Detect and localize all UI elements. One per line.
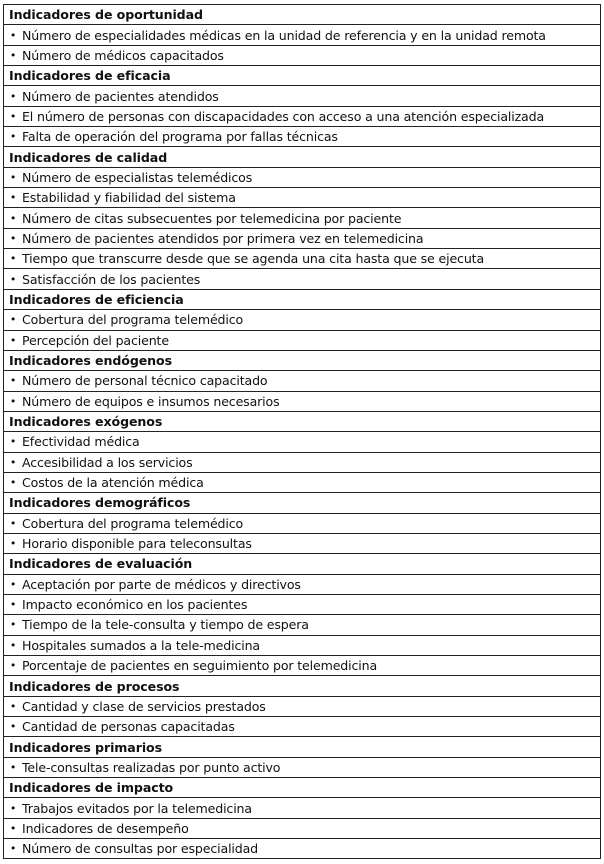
table-row <box>3 249 601 269</box>
bullet-icon: • <box>9 191 17 205</box>
section-header: Indicadores de eficiencia <box>3 290 601 310</box>
section-header: Indicadores endógenos <box>3 351 601 371</box>
list-item: Costos de la atención médica <box>22 475 204 491</box>
bullet-icon: • <box>9 638 17 652</box>
bullet-icon: • <box>9 455 17 469</box>
bullet-icon: • <box>9 211 17 225</box>
bullet-icon: • <box>9 89 17 103</box>
bullet-icon: • <box>9 760 17 774</box>
bullet-icon: • <box>9 537 17 551</box>
list-item: Número de personal técnico capacitado <box>22 373 268 389</box>
table-row <box>3 798 601 818</box>
list-item: Indicadores de desempeño <box>22 820 189 836</box>
list-item: Falta de operación del programa por fallas técnicas <box>22 129 338 145</box>
table-row <box>3 636 601 656</box>
list-item: Estabilidad y fiabilidad del sistema <box>22 190 236 206</box>
table-row <box>3 127 601 147</box>
table-row <box>3 839 601 859</box>
list-item: Número de especialistas telemédicos <box>22 169 253 185</box>
bullet-icon: • <box>9 170 17 184</box>
list-item: Tele-consultas realizadas por punto activo <box>22 759 281 775</box>
bullet-icon: • <box>9 252 17 266</box>
list-item: Hospitales sumados a la tele-medicina <box>22 637 260 653</box>
section-header: Indicadores de oportunidad <box>3 5 601 25</box>
section-header: Indicadores de impacto <box>3 778 601 798</box>
bullet-icon: • <box>9 394 17 408</box>
list-item: Tiempo que transcurre desde que se agenda una cita hasta que se ejecuta <box>22 251 485 267</box>
table-row <box>3 46 601 66</box>
bullet-icon: • <box>9 577 17 591</box>
table-row <box>3 168 601 188</box>
table-row <box>3 208 601 228</box>
indicators-table <box>3 4 601 859</box>
bullet-icon: • <box>9 659 17 673</box>
section-header: Indicadores de evaluación <box>3 554 601 574</box>
list-item: Horario disponible para teleconsultas <box>22 536 252 552</box>
table-row <box>3 188 601 208</box>
bullet-icon: • <box>9 231 17 245</box>
bullet-icon: • <box>9 618 17 632</box>
list-item: Cobertura del programa telemédico <box>22 312 244 328</box>
list-item: Número de pacientes atendidos <box>22 88 219 104</box>
bullet-icon: • <box>9 598 17 612</box>
table-row <box>3 86 601 106</box>
table-row <box>3 615 601 635</box>
table-row <box>3 514 601 534</box>
list-item: Número de especialidades médicas en la unidad de referencia y en la unidad remota <box>22 27 546 43</box>
list-item: Satisfacción de los pacientes <box>22 271 201 287</box>
section-header: Indicadores exógenos <box>3 412 601 432</box>
list-item: Número de médicos capacitados <box>22 47 224 63</box>
table-row <box>3 534 601 554</box>
bullet-icon: • <box>9 842 17 856</box>
bullet-icon: • <box>9 720 17 734</box>
section-header: Indicadores de eficacia <box>3 66 601 86</box>
bullet-icon: • <box>9 516 17 530</box>
bullet-icon: • <box>9 272 17 286</box>
bullet-icon: • <box>9 435 17 449</box>
table-row <box>3 25 601 45</box>
bullet-icon: • <box>9 109 17 123</box>
list-item: Número de consultas por especialidad <box>22 841 259 857</box>
table-row <box>3 819 601 839</box>
section-header: Indicadores de calidad <box>3 147 601 167</box>
section-header: Indicadores primarios <box>3 737 601 757</box>
table-row <box>3 107 601 127</box>
list-item: Número de citas subsecuentes por telemedicina por paciente <box>22 210 402 226</box>
list-item: Efectividad médica <box>22 434 140 450</box>
table-row <box>3 432 601 452</box>
list-item: Número de pacientes atendidos por primera vez en telemedicina <box>22 230 424 246</box>
table-row <box>3 371 601 391</box>
table-row <box>3 595 601 615</box>
bullet-icon: • <box>9 476 17 490</box>
section-header: Indicadores de procesos <box>3 676 601 696</box>
table-row <box>3 758 601 778</box>
list-item: Accesibilidad a los servicios <box>22 454 193 470</box>
bullet-icon: • <box>9 28 17 42</box>
bullet-icon: • <box>9 48 17 62</box>
table-row <box>3 473 601 493</box>
table-row <box>3 717 601 737</box>
list-item: Trabajos evitados por la telemedicina <box>22 800 252 816</box>
bullet-icon: • <box>9 374 17 388</box>
bullet-icon: • <box>9 333 17 347</box>
table-row <box>3 392 601 412</box>
table-row <box>3 453 601 473</box>
list-item: Cobertura del programa telemédico <box>22 515 244 531</box>
table-row <box>3 575 601 595</box>
table-row <box>3 229 601 249</box>
table-row <box>3 656 601 676</box>
list-item: Cantidad y clase de servicios prestados <box>22 698 266 714</box>
section-header: Indicadores demográficos <box>3 493 601 513</box>
bullet-icon: • <box>9 821 17 835</box>
list-item: Aceptación por parte de médicos y directivos <box>22 576 301 592</box>
table-row <box>3 310 601 330</box>
bullet-icon: • <box>9 801 17 815</box>
bullet-icon: • <box>9 699 17 713</box>
list-item: El número de personas con discapacidades con acceso a una atención especializada <box>22 108 545 124</box>
list-item: Número de equipos e insumos necesarios <box>22 393 280 409</box>
list-item: Percepción del paciente <box>22 332 169 348</box>
bullet-icon: • <box>9 313 17 327</box>
list-item: Tiempo de la tele-consulta y tiempo de espera <box>22 617 309 633</box>
table-row <box>3 331 601 351</box>
list-item: Impacto económico en los pacientes <box>22 597 248 613</box>
table-row <box>3 269 601 289</box>
table-row <box>3 697 601 717</box>
list-item: Cantidad de personas capacitadas <box>22 719 235 735</box>
bullet-icon: • <box>9 130 17 144</box>
list-item: Porcentaje de pacientes en seguimiento por telemedicina <box>22 658 378 674</box>
